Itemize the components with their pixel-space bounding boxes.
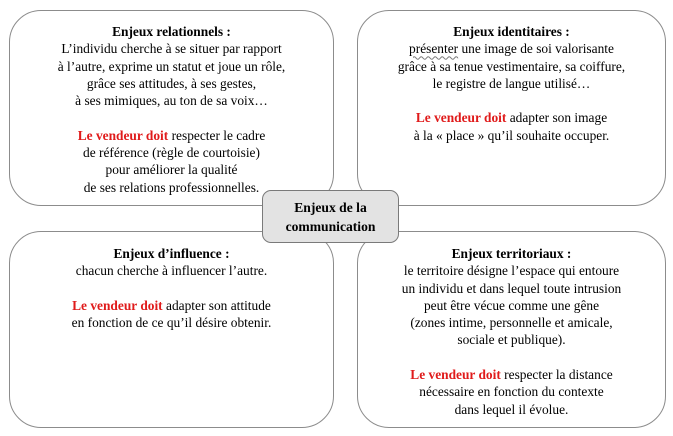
enjeux-influence-box: [9, 231, 334, 428]
central-topic-box: [262, 190, 399, 243]
vendeur-doit-text: respecter le cadre: [168, 127, 266, 143]
influence-body-line: chacun cherche à influencer l’autre.: [75, 263, 268, 279]
relationnels-body-line: grâce ses attitudes, à ses gestes,: [86, 75, 257, 91]
relationnels-body-line: à ses mimiques, au ton de sa voix…: [75, 93, 268, 109]
territoriaux-vendeur-line: dans lequel il évolue.: [454, 401, 569, 417]
territoriaux-body-line: (zones intime, personnelle et amicale,: [410, 315, 613, 331]
vendeur-doit-text: respecter la distance: [500, 367, 613, 383]
relationnels-vendeur-line: de référence (règle de courtoisie): [83, 145, 260, 161]
territoriaux-body-line: sociale et publique).: [457, 332, 566, 348]
relationnels-vendeur-line: [10, 127, 333, 144]
identitaires-body-line: grâce à sa tenue vestimentaire, sa coiffure,: [397, 58, 626, 74]
influence-vendeur-line: [10, 297, 333, 314]
identitaires-body-text: une image de soi valorisante: [458, 41, 614, 57]
territoriaux-body-line: un individu et dans lequel toute intrusion: [401, 280, 622, 296]
influence-vendeur-line: en fonction de ce qu’il désire obtenir.: [71, 315, 272, 331]
vendeur-doit-label: Le vendeur doit: [77, 127, 169, 143]
vendeur-doit-text: adapter son attitude: [162, 297, 271, 313]
relationnels-body-line: à l’autre, exprime un statut et joue un rôle,: [57, 58, 286, 74]
vendeur-doit-text: adapter son image: [506, 110, 608, 126]
enjeux-relationnels-title: Enjeux relationnels :: [112, 24, 231, 39]
vendeur-doit-label: Le vendeur doit: [410, 367, 501, 383]
enjeux-territoriaux-box: [357, 231, 666, 428]
territoriaux-vendeur-line: [358, 366, 665, 383]
enjeux-territoriaux-title: Enjeux territoriaux :: [451, 246, 572, 261]
vendeur-doit-label: Le vendeur doit: [415, 110, 507, 126]
territoriaux-body-line: le territoire désigne l’espace qui entoure: [403, 263, 620, 279]
vendeur-doit-label: Le vendeur doit: [72, 297, 163, 313]
territoriaux-vendeur-line: nécessaire en fonction du contexte: [419, 384, 604, 400]
enjeux-identitaires-title: Enjeux identitaires :: [453, 24, 570, 39]
identitaires-body-line: [358, 40, 665, 57]
identitaires-vendeur-line: [358, 109, 665, 126]
spellcheck-word: présenter: [409, 41, 459, 57]
enjeux-influence-title: Enjeux d’influence :: [113, 246, 230, 261]
identitaires-body-line: le registre de langue utilisé…: [432, 75, 591, 91]
territoriaux-body-line: peut être vécue comme une gêne: [423, 297, 600, 313]
relationnels-body-line: L’individu cherche à se situer par rapport: [61, 41, 282, 57]
relationnels-vendeur-line: pour améliorer la qualité: [105, 162, 238, 178]
central-topic-line: Enjeux de la: [294, 199, 367, 215]
identitaires-vendeur-line: à la « place » qu’il souhaite occuper.: [413, 127, 610, 143]
enjeux-identitaires-box: [357, 10, 666, 206]
enjeux-relationnels-box: [9, 10, 334, 206]
relationnels-vendeur-line: de ses relations professionnelles.: [83, 179, 260, 195]
central-topic-line: communication: [285, 218, 376, 234]
